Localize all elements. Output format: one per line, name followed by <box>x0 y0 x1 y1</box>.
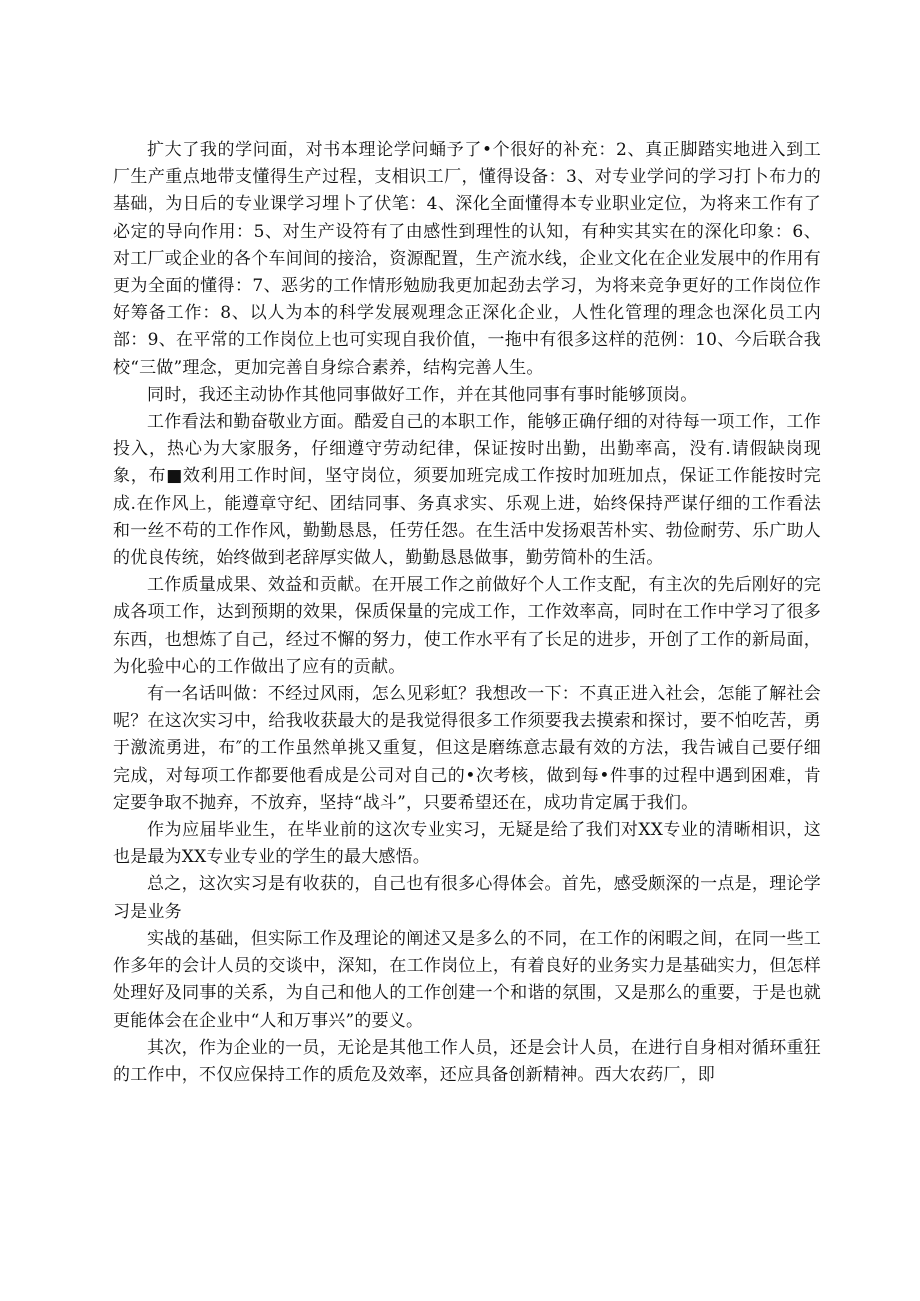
document-body <box>113 137 821 1089</box>
paragraph-4: 工作质量成果、效益和贡献。在开展工作之前做好个人工作支配，有主次的先后刚好的完成各项工作，达到预期的效果，保质保量的完成工作，工作效率高，同时在工作中学习了很多东西，也想炼了自己，经过不懈的努力，使工作水平有了长足的进步，开创了工作的新局面，为化验中心的工作做出了应有的贡献。 <box>113 575 821 677</box>
paragraph-8: 实战的基础，但实际工作及理论的阐述又是多么的不同，在工作的闲暇之间，在同一些工作多年的会计人员的交谈中，深知，在工作岗位上，有着良好的业务实力是基础实力，但怎样处理好及同事的关系，为自己和他人的工作创建一个和谐的氛围，又是那么的重要，于是也就更能体会在企业中“人和万事兴”的要义。 <box>113 928 821 1031</box>
paragraph-9: 其次，作为企业的一员，无论是其他工作人员，还是会计人员，在进行自身相对循环重狂的工作中，不仅应保持工作的质危及效率，还应具备创新精神。西大农药厂，即 <box>113 1037 821 1085</box>
paragraph-2: 同时，我还主动协作其他同事做好工作，并在其他同事有事时能够顶岗。 <box>147 384 698 405</box>
paragraph-6: 作为应届毕业生，在毕业前的这次专业实习，无疑是给了我们对XX专业的清晰相识，这也是最为XX专业专业的学生的最大感悟。 <box>113 820 821 868</box>
paragraph-3: 工作看法和勤奋敬业方面。酷爱自己的本职工作，能够正确仔细的对待每一项工作，工作投入，热心为大家服务，仔细遵守劳动纪律，保证按时出勤，出勤率高，没有.请假缺岗现象，布■效利用工作时间，坚守岗位，须要加班完成工作按时加班加点，保证工作能按时完成.在作风上，能遵章守纪、团结同事、务真求实、乐观上进，始终保持严谋仔细的工作看法和一丝不苟的工作作风，勤勤恳恳，任劳任怨。在生活中发扬艰苦朴实、勃俭耐劳、乐广助人的优良传统，始终做到老辞厚实做人，勤勤恳恳做事，勤劳简朴的生活。 <box>113 412 821 569</box>
paragraph-5: 有一名话叫做：不经过风雨，怎么见彩虹？我想改一下：不真正进入社会，怎能了解社会呢？在这次实习中，给我收获最大的是我觉得很多工作须要我去摸索和探讨，要不怕吃苦，勇于激流勇进，布″的工作虽然单挑又重复，但这是磨练意志最有效的方法，我告诫自己要仔细完成，对每项工作都要他看成是公司对自己的•次考核，做到每•件事的过程中遇到困难，肯定要争取不抛弃，不放弃，坚持“战斗”，只要希望还在，成功肯定属于我们。 <box>113 684 821 813</box>
paragraph-1: 扩大了我的学问面，对书本理论学问蛹予了•个很好的补充：2、真正脚踏实地进入到工厂生产重点地带支懂得生产过程，支相识工厂，懂得设备：3、对专业学问的学习打卜布力的基础，为日后的专业课学习埋卜了伏笔：4、深化全面懂得本专业职业定位，为将来工作有了必定的导向作用：5、对生产设符有了由感性到理性的认知，有种实其实在的深化印象：6、对工厂或企业的各个车间间的接洽，资源配置，生产流水线，企业文化在企业发展中的作用有更为全面的懂得：7、恶劣的工作情形勉励我更加起劲去学习，为将来竞争更好的工作岗位作好筹备工作：8、以人为本的科学发展观理念正深化企业，人性化管理的理念也深化员工内部：9、在平常的工作岗位上也可实现自我价值，一拖中有很多这样的范例：10、今后联合我校“三做”理念，更加完善自身综合素养，结构完善人生。 <box>113 140 821 378</box>
paragraph-7: 总之，这次实习是有收获的，自己也有很多心得体会。首先，感受颇深的一点是，理论学习是业务 <box>113 874 821 922</box>
